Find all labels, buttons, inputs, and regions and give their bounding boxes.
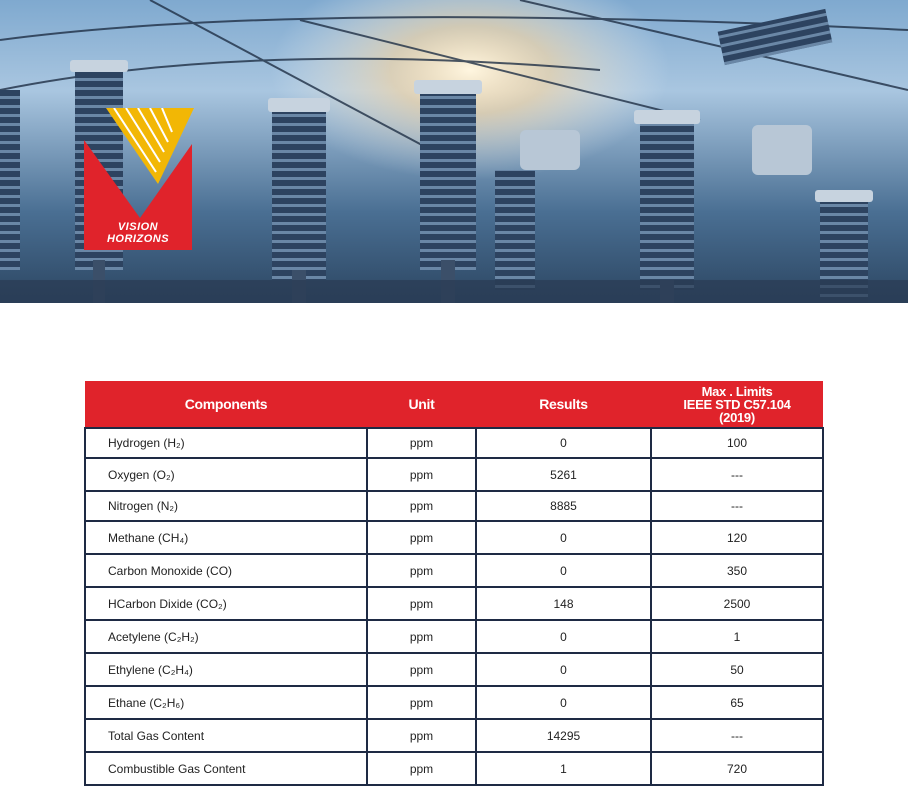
insulator-stack-2 — [272, 110, 326, 303]
cell-result: 8885 — [476, 491, 651, 521]
header-unit: Unit — [367, 381, 476, 428]
cell-limit: 2500 — [651, 587, 823, 620]
table-row — [85, 521, 823, 554]
cell-limit: --- — [651, 458, 823, 491]
table-header-row — [85, 381, 823, 428]
cell-unit: ppm — [367, 491, 476, 521]
table-row — [85, 458, 823, 491]
cell-unit: ppm — [367, 554, 476, 587]
cell-unit: ppm — [367, 686, 476, 719]
table-row — [85, 719, 823, 752]
cell-component: Combustible Gas Content — [85, 752, 367, 785]
cell-result: 148 — [476, 587, 651, 620]
cell-result: 5261 — [476, 458, 651, 491]
cell-unit: ppm — [367, 458, 476, 491]
cell-limit: 50 — [651, 653, 823, 686]
cell-component: Hydrogen (H₂) — [85, 428, 367, 458]
cell-component: Carbon Monoxide (CO) — [85, 554, 367, 587]
gas-analysis-table — [84, 381, 824, 786]
header-limits-line3: (2019) — [719, 409, 755, 425]
gas-analysis-table-container — [84, 381, 822, 786]
header-limits-line2: IEEE STD C57.104 — [683, 396, 791, 412]
cell-component: Acetylene (C₂H₂) — [85, 620, 367, 653]
cell-component: HCarbon Dixide (CO₂) — [85, 587, 367, 620]
cell-result: 0 — [476, 686, 651, 719]
cell-result: 1 — [476, 752, 651, 785]
cell-limit: 1 — [651, 620, 823, 653]
table-row — [85, 554, 823, 587]
table-row — [85, 653, 823, 686]
cell-unit: ppm — [367, 587, 476, 620]
cell-result: 0 — [476, 554, 651, 587]
cell-result: 0 — [476, 620, 651, 653]
table-row — [85, 686, 823, 719]
cell-unit: ppm — [367, 620, 476, 653]
header-max-limits — [651, 381, 823, 428]
cell-result: 14295 — [476, 719, 651, 752]
insulator-stack-4 — [495, 170, 535, 290]
cell-unit: ppm — [367, 752, 476, 785]
cell-limit: 350 — [651, 554, 823, 587]
cell-unit: ppm — [367, 653, 476, 686]
cell-limit: 100 — [651, 428, 823, 458]
table-row — [85, 587, 823, 620]
cell-component: Oxygen (O₂) — [85, 458, 367, 491]
header-results: Results — [476, 381, 651, 428]
cell-limit: --- — [651, 719, 823, 752]
cell-limit: 65 — [651, 686, 823, 719]
cell-unit: ppm — [367, 521, 476, 554]
logo-text-vision: VISION — [117, 221, 159, 233]
table-row — [85, 428, 823, 458]
insulator-stack-3 — [420, 90, 476, 303]
cell-component: Methane (CH₄) — [85, 521, 367, 554]
table-row — [85, 620, 823, 653]
cell-unit: ppm — [367, 719, 476, 752]
cell-limit: --- — [651, 491, 823, 521]
cell-component: Ethylene (C₂H₄) — [85, 653, 367, 686]
cell-component: Total Gas Content — [85, 719, 367, 752]
cell-result: 0 — [476, 521, 651, 554]
header-components: Components — [85, 381, 367, 428]
cell-result: 0 — [476, 653, 651, 686]
insulator-stack-5 — [640, 120, 694, 303]
cell-component: Ethane (C₂H₆) — [85, 686, 367, 719]
cell-unit: ppm — [367, 428, 476, 458]
cell-limit: 120 — [651, 521, 823, 554]
table-row — [85, 491, 823, 521]
logo-text-horizons: HORIZONS — [106, 233, 170, 245]
vision-horizons-logo — [84, 108, 196, 250]
substation-banner-image — [0, 0, 908, 303]
cell-limit: 720 — [651, 752, 823, 785]
cell-result: 0 — [476, 428, 651, 458]
cell-component: Nitrogen (N₂) — [85, 491, 367, 521]
header-limits-line1: Max . Limits — [701, 383, 773, 399]
table-row — [85, 752, 823, 785]
